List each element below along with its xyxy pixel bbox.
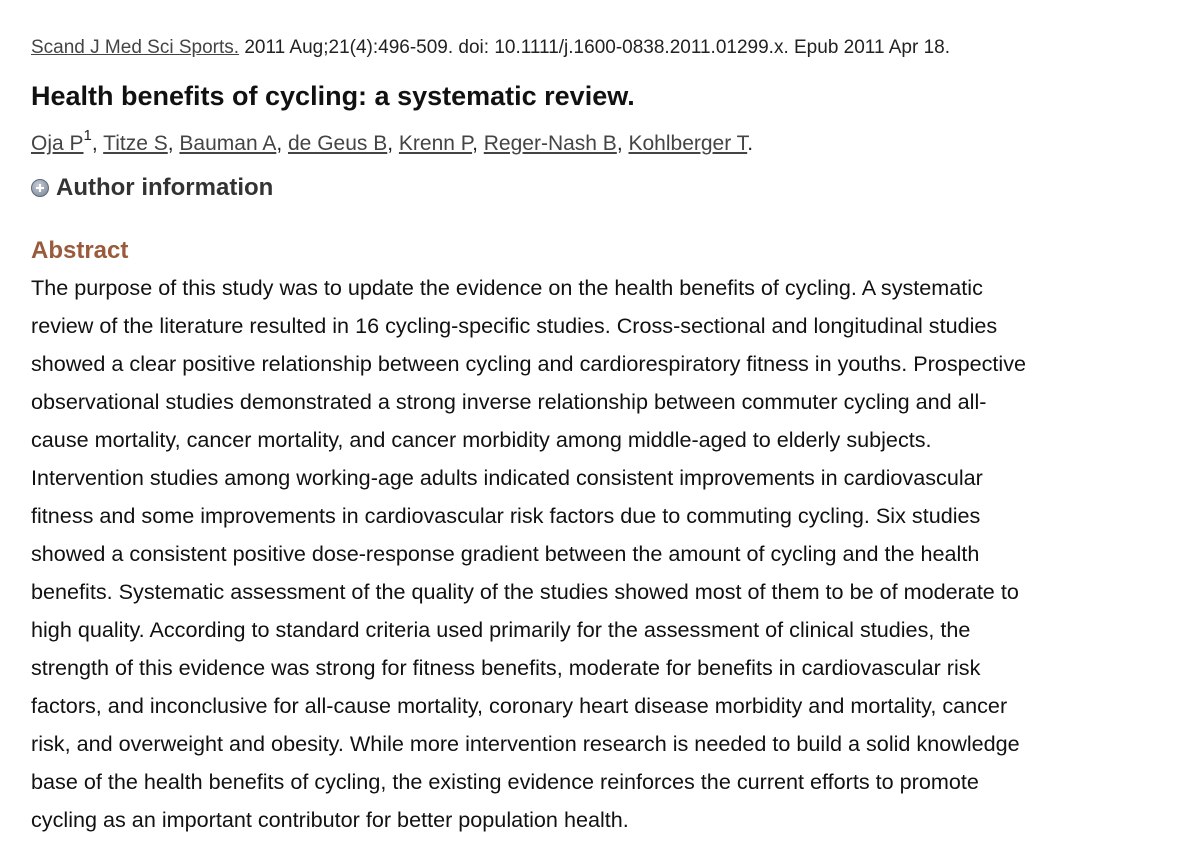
author-separator: , bbox=[167, 132, 180, 155]
author-separator: , bbox=[616, 132, 629, 155]
author-separator: , bbox=[91, 132, 104, 155]
author-information-toggle[interactable] bbox=[31, 173, 273, 203]
author-link[interactable]: Reger-Nash B bbox=[483, 132, 617, 155]
author-link[interactable]: Krenn P bbox=[398, 132, 473, 155]
article-title: Health benefits of cycling: a systematic review. bbox=[31, 81, 635, 111]
abstract-heading: Abstract bbox=[31, 237, 129, 264]
author-link[interactable]: Oja P bbox=[31, 132, 84, 155]
author-list bbox=[31, 127, 754, 158]
author-link[interactable]: Kohlberger T bbox=[628, 132, 748, 155]
author-separator: , bbox=[276, 132, 288, 155]
author-separator: , bbox=[387, 132, 399, 155]
journal-link[interactable]: Scand J Med Sci Sports. bbox=[31, 37, 240, 58]
citation-details: 2011 Aug;21(4):496-509. doi: 10.1111/j.1600-0838.2011.01299.x. Epub 2011 Apr 18. bbox=[239, 37, 951, 58]
author-information-label: Author information bbox=[56, 174, 274, 201]
author-link[interactable]: Titze S bbox=[103, 132, 168, 155]
author-link[interactable]: Bauman A bbox=[179, 132, 277, 155]
expand-plus-icon[interactable] bbox=[31, 179, 49, 197]
abstract-text: The purpose of this study was to update the evidence on the health benefits of cycling. A systematic review of the literature resulted in 16 cycling-specific studies. Cross-sectional and longitudinal studies showed a clear positive relationship between cycling and cardiorespiratory fitness in youths. Prospective observational studies demonstrated a strong inverse relationship between commuter cycling and all- cause mortality, cancer mortality, and cancer morbidity among middle-aged to elderly subjects. Intervention studies among working-age adults indicated consistent improvements in cardiovascular fitness and some improvements in cardiovascular risk factors due to commuting cycling. Six studies showed a consistent positive dose-response gradient between the amount of cycling and the health benefits. Systematic assessment of the quality of the studies showed most of them to be of moderate to high quality. According to standard criteria used primarily for the assessment of clinical studies, the strength of this evidence was strong for fitness benefits, moderate for benefits in cardiovascular risk factors, and inconclusive for all-cause mortality, coronary heart disease morbidity and mortality, cancer risk, and overweight and obesity. While more intervention research is needed to build a solid knowledge base of the health benefits of cycling, the existing evidence reinforces the current efforts to promote cycling as an important contributor for better population health. bbox=[31, 275, 1027, 832]
author-link[interactable]: de Geus B bbox=[288, 132, 388, 155]
affiliation-number: 1 bbox=[83, 127, 92, 144]
author-list-end: . bbox=[747, 132, 754, 155]
author-separator: , bbox=[472, 132, 484, 155]
citation-line bbox=[31, 36, 950, 60]
